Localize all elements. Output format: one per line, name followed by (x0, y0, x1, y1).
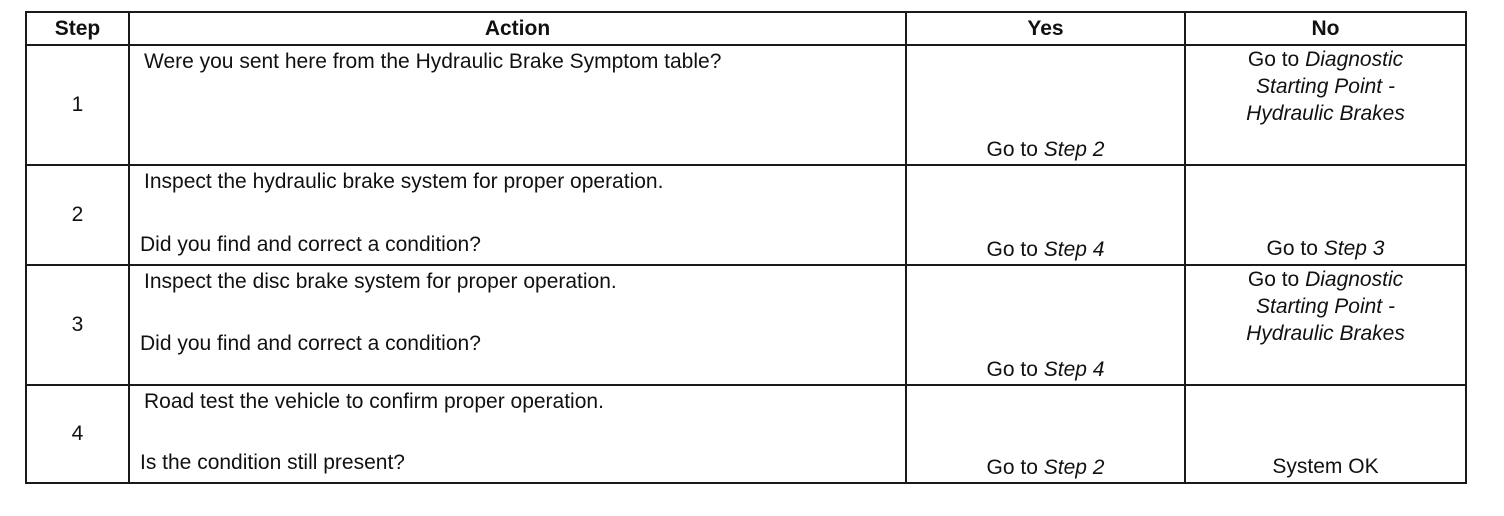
question-text: Is the condition still present? (140, 451, 405, 474)
yes-cell (906, 265, 1185, 385)
go-to-label: Go to (986, 456, 1044, 479)
header-yes: Yes (906, 12, 1185, 45)
go-to-label: Go to (986, 138, 1044, 161)
step-number: 4 (26, 385, 129, 483)
yes-cell (906, 165, 1185, 265)
go-to-label: Go to (1266, 237, 1324, 260)
action-text: Inspect the hydraulic brake system for proper operation. (144, 170, 664, 193)
no-cell (1185, 265, 1466, 385)
action-cell (129, 385, 906, 483)
no-cell (1185, 45, 1466, 165)
go-to-label: Go to (986, 238, 1044, 261)
step-number: 3 (26, 265, 129, 385)
action-text: Were you sent here from the Hydraulic Brake Symptom table? (144, 50, 722, 73)
table-row (26, 385, 1466, 483)
header-step: Step (26, 12, 129, 45)
yes-cell (906, 45, 1185, 165)
step-link[interactable]: Step 2 (1043, 456, 1105, 479)
no-cell (1185, 165, 1466, 265)
no-cell (1185, 385, 1466, 483)
diagnostic-link[interactable]: Starting Point - (1256, 295, 1395, 318)
step-link[interactable]: Step 4 (1043, 358, 1105, 381)
step-number: 2 (26, 165, 129, 265)
yes-outcome[interactable] (907, 356, 1184, 383)
step-link[interactable]: Step 3 (1323, 237, 1385, 260)
go-to-label: Go to (1247, 268, 1306, 291)
diagnostic-link[interactable]: Hydraulic Brakes (1246, 322, 1405, 345)
action-text: Inspect the disc brake system for proper operation. (144, 270, 617, 293)
action-text: Road test the vehicle to confirm proper operation. (144, 390, 604, 413)
go-to-label: Go to (986, 358, 1044, 381)
question-text: Did you find and correct a condition? (140, 233, 481, 256)
table-row (26, 45, 1466, 165)
action-cell (129, 265, 906, 385)
no-outcome[interactable] (1186, 46, 1465, 127)
no-outcome: System OK (1272, 455, 1379, 478)
no-outcome[interactable] (1186, 266, 1465, 347)
diagnostic-table (25, 11, 1467, 484)
step-number: 1 (26, 45, 129, 165)
yes-outcome[interactable] (907, 236, 1184, 263)
go-to-label: Go to (1247, 48, 1306, 71)
action-cell (129, 165, 906, 265)
diagnostic-link[interactable]: Starting Point - (1256, 75, 1395, 98)
action-cell (129, 45, 906, 165)
header-row (26, 12, 1466, 45)
header-action: Action (129, 12, 906, 45)
table-row (26, 165, 1466, 265)
yes-outcome[interactable] (907, 136, 1184, 163)
question-text: Did you find and correct a condition? (140, 332, 481, 355)
header-no: No (1185, 12, 1466, 45)
step-link[interactable]: Step 2 (1043, 138, 1105, 161)
no-outcome[interactable] (1186, 235, 1465, 262)
yes-cell (906, 385, 1185, 483)
diagnostic-link[interactable]: Diagnostic (1305, 48, 1404, 71)
table-row (26, 265, 1466, 385)
yes-outcome[interactable] (907, 454, 1184, 481)
diagnostic-link[interactable]: Diagnostic (1305, 268, 1404, 291)
diagnostic-link[interactable]: Hydraulic Brakes (1246, 102, 1405, 125)
step-link[interactable]: Step 4 (1043, 238, 1105, 261)
